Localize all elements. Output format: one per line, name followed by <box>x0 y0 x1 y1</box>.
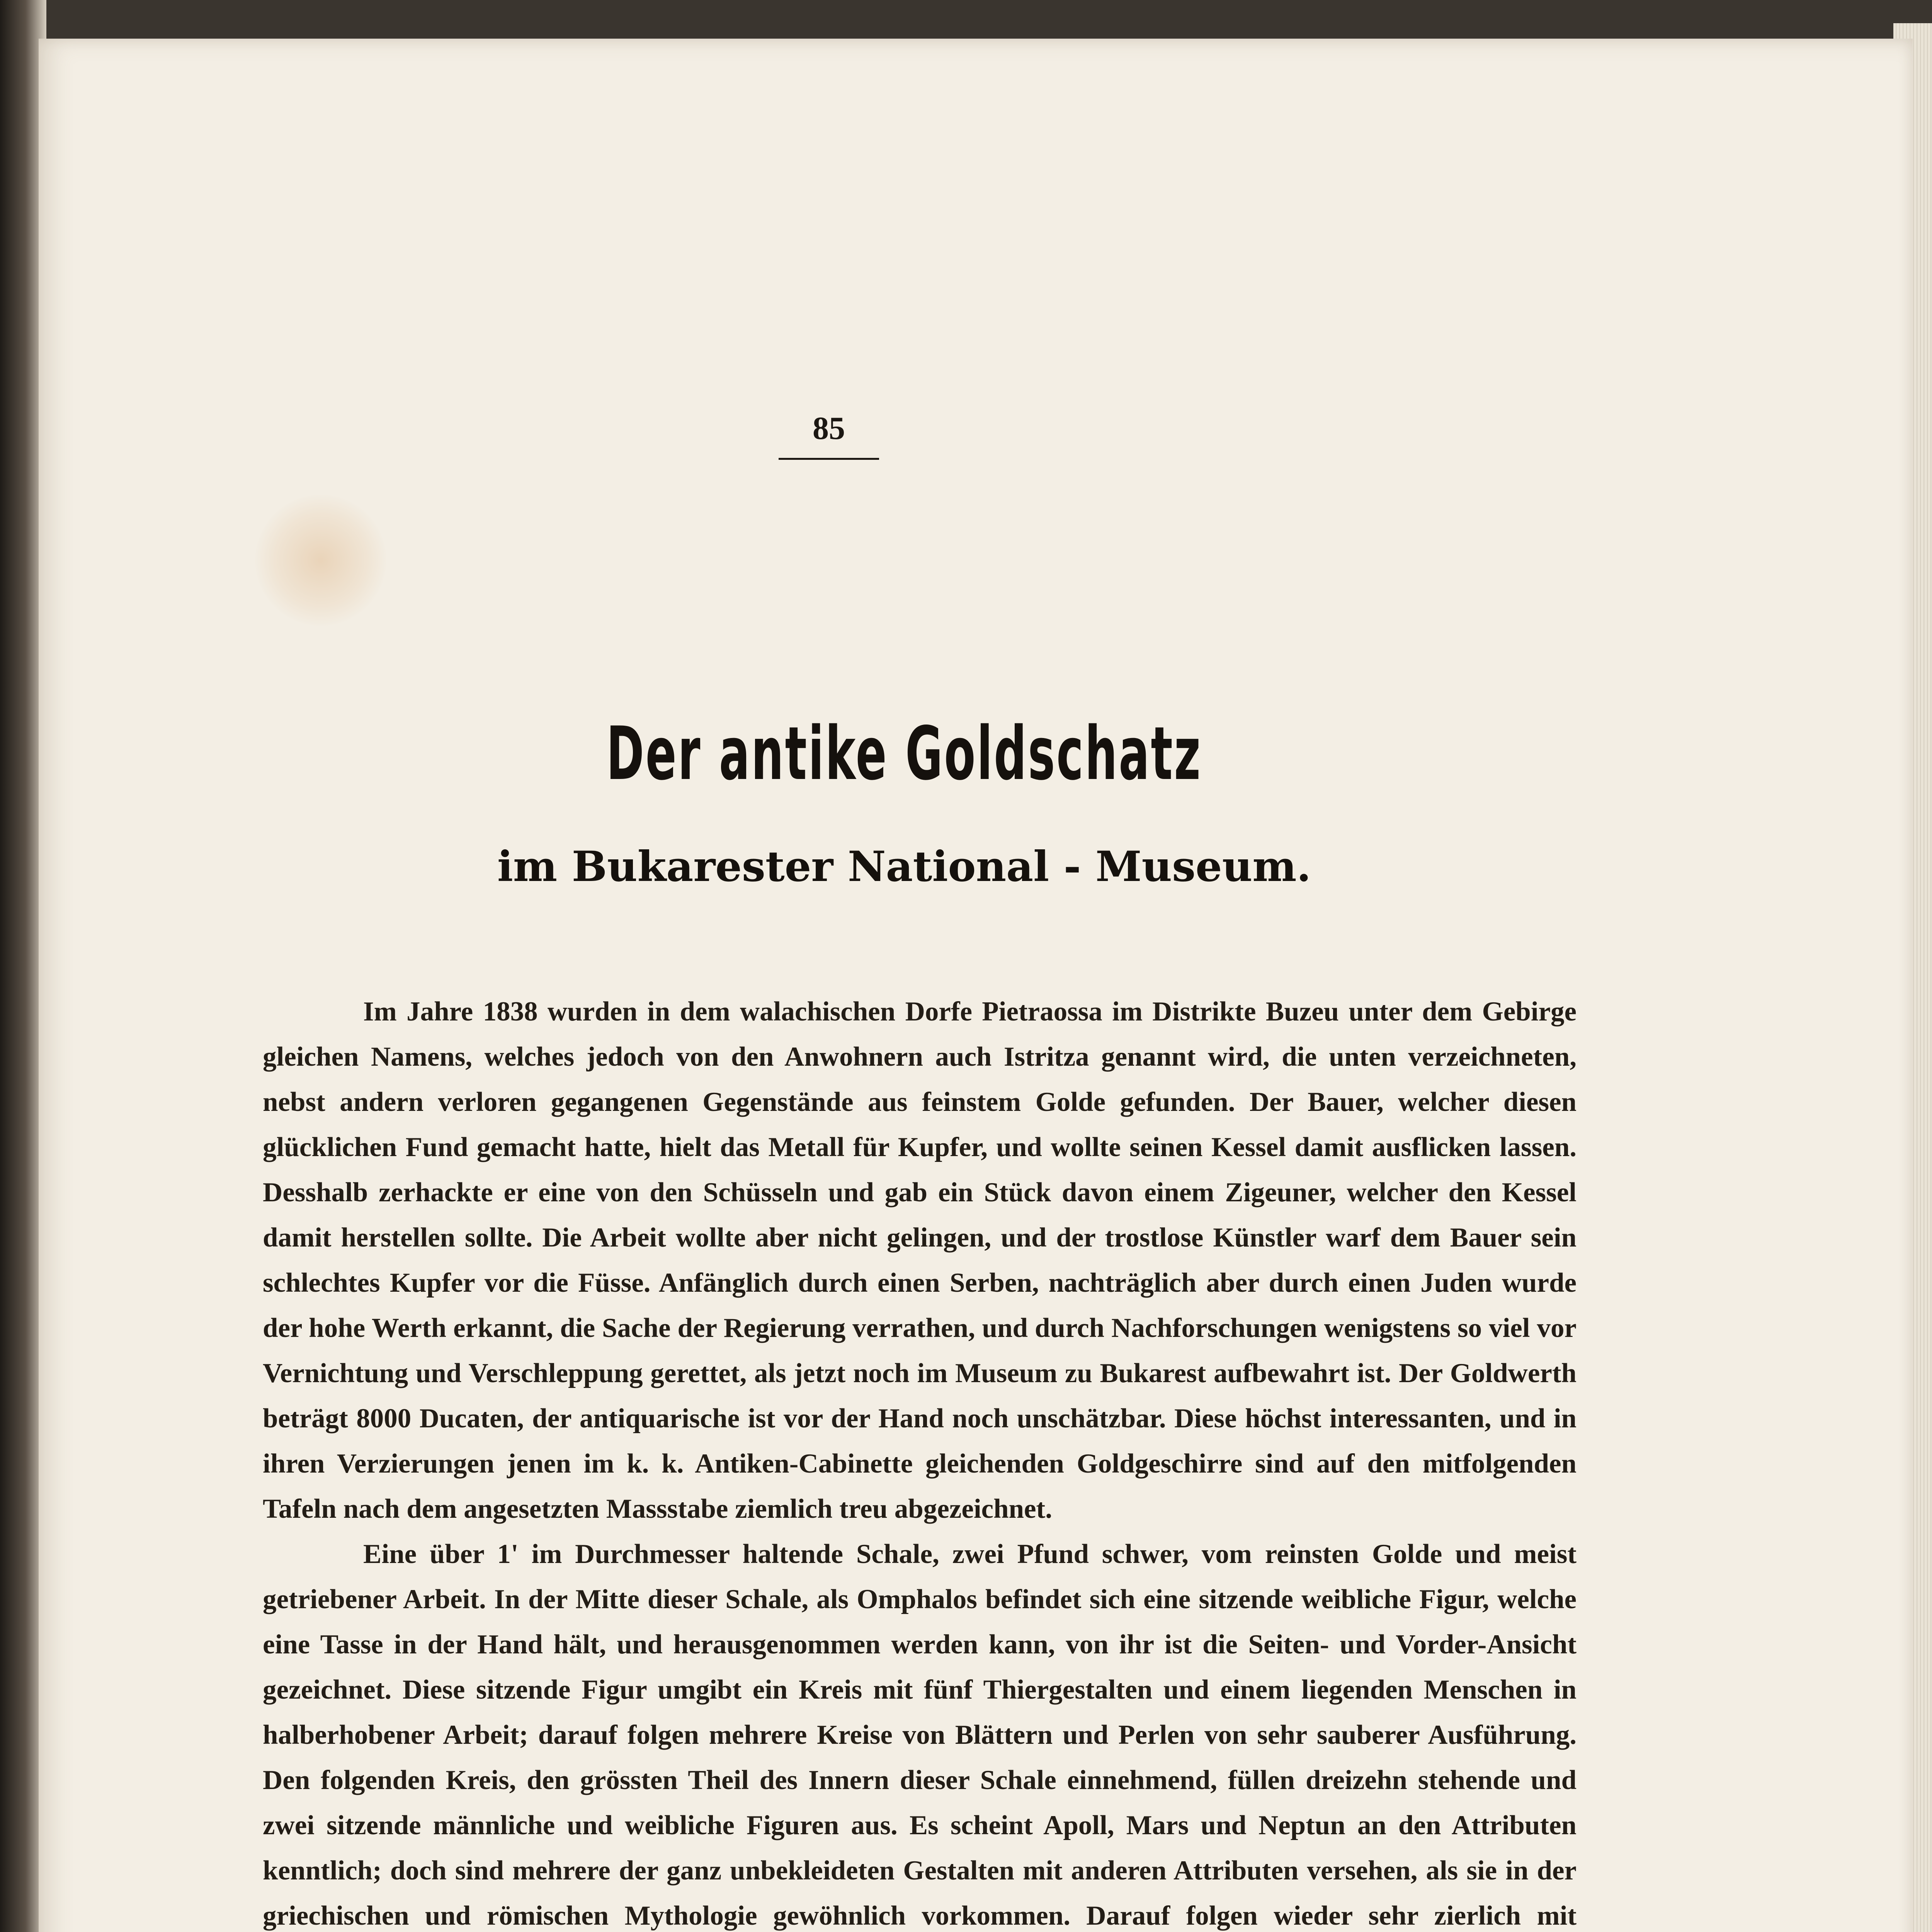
paragraph-1: Im Jahre 1838 wurden in dem walachischen Dorfe Pietraossa im Distrikte Buzeu unter dem Gebirge gleichen Namens, welches jedoch von den Anwohnern auch Istritza genannt wird, die unten verzeichneten, nebst andern verloren gegangenen Gegenstände aus feinstem Golde gefunden. Der Bauer, welcher diesen glücklichen Fund gemacht hatte, hielt das Metall für Kupfer, und wollte seinen Kessel damit ausflicken lassen. Desshalb zerhackte er eine von den Schüsseln und gab ein Stück davon einem Zigeuner, welcher den Kessel damit herstellen sollte. Die Arbeit wollte aber nicht gelingen, und der trostlose Künstler warf dem Bauer sein schlechtes Kupfer vor die Füsse. Anfänglich durch einen Serben, nachträglich aber durch einen Juden wurde der hohe Werth erkannt, die Sache der Regierung verrathen, und durch Nachforschungen wenigstens so viel vor Vernichtung und Verschleppung gerettet, als jetzt noch im Museum zu Bukarest aufbewahrt ist. Der Goldwerth beträgt 8000 Ducaten, der antiquarische ist vor der Hand noch unschätzbar. Diese höchst interessanten, und in ihren Verzierungen jenen im k. k. Antiken-Cabinette gleichenden Goldgeschirre sind auf den mitfolgenden Tafeln nach dem angesetzten Massstabe ziemlich treu abgezeichnet. <box>263 997 1577 1524</box>
foxing-stain <box>255 495 386 626</box>
page-title: Der antike Goldschatz <box>606 711 1202 796</box>
body-text <box>263 989 1577 1932</box>
page-subtitle: im Bukarester National - Museum. <box>497 842 1311 891</box>
page-number: 85 <box>779 410 879 460</box>
paragraph-2: Eine über 1' im Durchmesser haltende Schale, zwei Pfund schwer, vom reinsten Golde und meist getriebener Arbeit. In der Mitte dieser Schale, als Omphalos befindet sich eine sitzende weibliche Figur, welche eine Tasse in der Hand hält, und herausgenommen werden kann, von ihr ist die Seiten- und Vorder-Ansicht gezeichnet. Diese sitzende Figur umgibt ein Kreis mit fünf Thiergestalten und einem liegenden Menschen in halberhobener Arbeit; darauf folgen mehrere Kreise von Blättern und Perlen von sehr sauberer Ausführung. Den folgenden Kreis, den grössten Theil des Innern dieser Schale einnehmend, füllen dreizehn stehende und zwei sitzende männliche und weibliche Figuren aus. Es scheint Apoll, Mars und Neptun an den Attributen kenntlich; doch sind mehrere der ganz unbekleideten Gestalten mit anderen Attributen versehen, als sie in der griechischen und römischen Mythologie gewöhnlich vorkommen. Darauf folgen wieder sehr zierlich mit <box>263 1539 1577 1931</box>
